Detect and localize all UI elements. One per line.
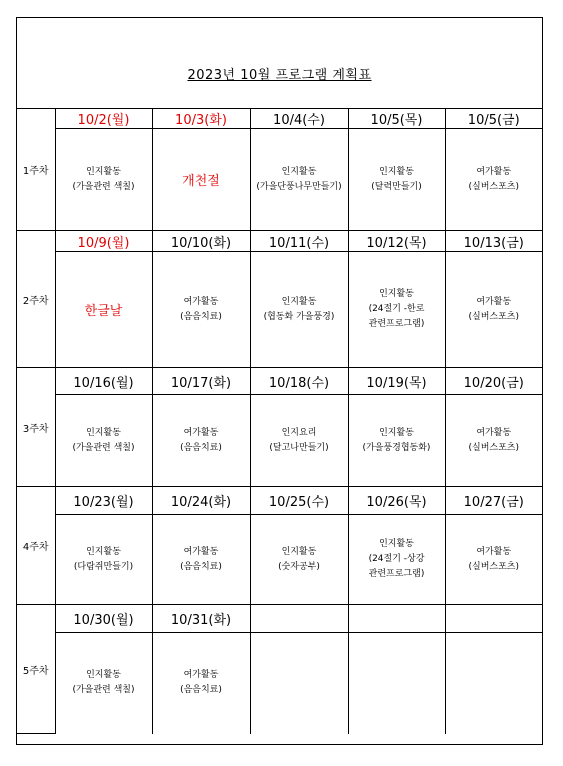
date-row	[17, 108, 542, 129]
day-date: 10/5(목)	[348, 108, 445, 129]
activity-line-2: (실버스포츠)	[468, 311, 519, 322]
week-label: 2주차	[17, 231, 55, 368]
activity-line-1: 여가활동	[476, 427, 512, 438]
activity-cell	[152, 395, 250, 487]
activity-row	[17, 515, 542, 605]
day-date: 10/2(월)	[55, 108, 152, 129]
activity-line-2: (음음치료)	[180, 442, 222, 453]
activity-cell	[55, 515, 152, 605]
week-label: 5주차	[17, 605, 55, 734]
activity-line-3: 관련프로그램)	[368, 569, 425, 579]
day-date: 10/12(목)	[348, 231, 445, 252]
activity-line-3: 관련프로그램)	[368, 319, 425, 329]
activity-cell	[348, 395, 445, 487]
date-row	[17, 368, 542, 395]
day-date: 10/4(수)	[250, 108, 348, 129]
activity-row	[17, 252, 542, 368]
activity-line-2: (음음치료)	[180, 561, 222, 572]
activity-cell	[445, 395, 542, 487]
activity-cell	[348, 633, 445, 734]
activity-cell	[348, 515, 445, 605]
holiday-label: 개천절	[182, 174, 220, 189]
activity-line-2: (실버스포츠)	[468, 181, 519, 192]
activity-line-1: 여가활동	[476, 296, 512, 307]
date-row	[17, 605, 542, 633]
activity-line-2: (음음치료)	[180, 685, 222, 696]
activity-line-2: (숫자공부)	[278, 561, 320, 572]
title-box	[17, 18, 542, 109]
activity-cell	[445, 633, 542, 734]
schedule-table	[17, 108, 542, 734]
activity-line-2: (가을관련 색칠)	[72, 685, 135, 696]
activity-line-1: 인지활동	[379, 166, 414, 177]
activity-line-2: (다람쥐만들기)	[73, 561, 134, 572]
day-date: 10/11(수)	[250, 231, 348, 252]
activity-cell	[348, 252, 445, 368]
activity-cell	[55, 633, 152, 734]
activity-cell	[250, 395, 348, 487]
activity-line-2: (가을풍경협동화)	[362, 442, 431, 453]
day-date: 10/5(금)	[445, 108, 542, 129]
week-label: 3주차	[17, 368, 55, 487]
activity-line-1: 인지활동	[86, 546, 121, 557]
activity-line-2: (실버스포츠)	[468, 561, 519, 572]
activity-cell	[445, 252, 542, 368]
page-title: 2023년 10월 프로그램 계획표	[187, 67, 372, 83]
day-date: 10/18(수)	[250, 368, 348, 395]
activity-cell	[445, 129, 542, 231]
activity-cell	[55, 129, 152, 231]
activity-line-1: 인지활동	[379, 539, 414, 549]
activity-row	[17, 633, 542, 734]
activity-line-2: (가을관련 색칠)	[72, 442, 135, 453]
day-date: 10/13(금)	[445, 231, 542, 252]
activity-line-1: 인지요리	[281, 427, 317, 438]
activity-cell	[152, 633, 250, 734]
day-date	[250, 605, 348, 633]
activity-line-1: 인지활동	[86, 427, 121, 438]
day-date: 10/24(화)	[152, 487, 250, 515]
activity-cell	[250, 252, 348, 368]
activity-cell	[445, 515, 542, 605]
day-date: 10/23(월)	[55, 487, 152, 515]
activity-cell	[152, 129, 250, 231]
activity-line-1: 여가활동	[476, 546, 512, 557]
activity-cell	[55, 395, 152, 487]
activity-line-1: 여가활동	[183, 546, 219, 557]
activity-line-1: 여가활동	[183, 296, 219, 307]
day-date: 10/30(월)	[55, 605, 152, 633]
activity-line-1: 인지활동	[379, 289, 414, 299]
week-label: 1주차	[17, 108, 55, 231]
activity-cell	[348, 129, 445, 231]
activity-row	[17, 395, 542, 487]
activity-line-1: 인지활동	[281, 546, 317, 557]
activity-cell	[250, 515, 348, 605]
activity-cell	[152, 515, 250, 605]
week-label: 4주차	[17, 487, 55, 605]
day-date	[348, 605, 445, 633]
date-row	[17, 231, 542, 252]
day-date: 10/19(목)	[348, 368, 445, 395]
activity-line-1: 여가활동	[476, 166, 512, 177]
activity-line-1: 여가활동	[183, 670, 219, 681]
day-date: 10/20(금)	[445, 368, 542, 395]
day-date	[445, 605, 542, 633]
activity-line-1: 여가활동	[183, 427, 219, 438]
activity-cell	[152, 252, 250, 368]
activity-line-2: (24절기 -상강	[368, 554, 425, 564]
activity-line-1: 인지활동	[281, 296, 317, 307]
activity-line-2: (가을단풍나무만들기)	[256, 181, 342, 192]
activity-line-2: (24절기 -한로	[368, 304, 425, 314]
activity-row	[17, 129, 542, 231]
schedule-page	[16, 17, 543, 745]
activity-line-1: 인지활동	[86, 166, 121, 177]
activity-line-1: 인지활동	[379, 427, 414, 438]
activity-cell	[55, 252, 152, 368]
activity-line-2: (달고나만들기)	[269, 442, 329, 453]
day-date: 10/31(화)	[152, 605, 250, 633]
day-date: 10/27(금)	[445, 487, 542, 515]
activity-line-2: (달력만들기)	[371, 181, 422, 192]
day-date: 10/25(수)	[250, 487, 348, 515]
day-date: 10/17(화)	[152, 368, 250, 395]
activity-cell	[250, 129, 348, 231]
activity-line-2: (가을관련 색칠)	[72, 181, 135, 192]
activity-line-1: 인지활동	[281, 166, 317, 177]
day-date: 10/10(화)	[152, 231, 250, 252]
date-row	[17, 487, 542, 515]
day-date: 10/26(목)	[348, 487, 445, 515]
activity-line-2: (음음치료)	[180, 311, 222, 322]
activity-line-2: (협동화 가을풍경)	[263, 311, 335, 322]
day-date: 10/3(화)	[152, 108, 250, 129]
activity-line-2: (실버스포츠)	[468, 442, 519, 453]
activity-line-1: 인지활동	[86, 670, 121, 681]
activity-cell	[250, 633, 348, 734]
day-date: 10/16(월)	[55, 368, 152, 395]
day-date: 10/9(월)	[55, 231, 152, 252]
holiday-label: 한글날	[84, 304, 123, 319]
